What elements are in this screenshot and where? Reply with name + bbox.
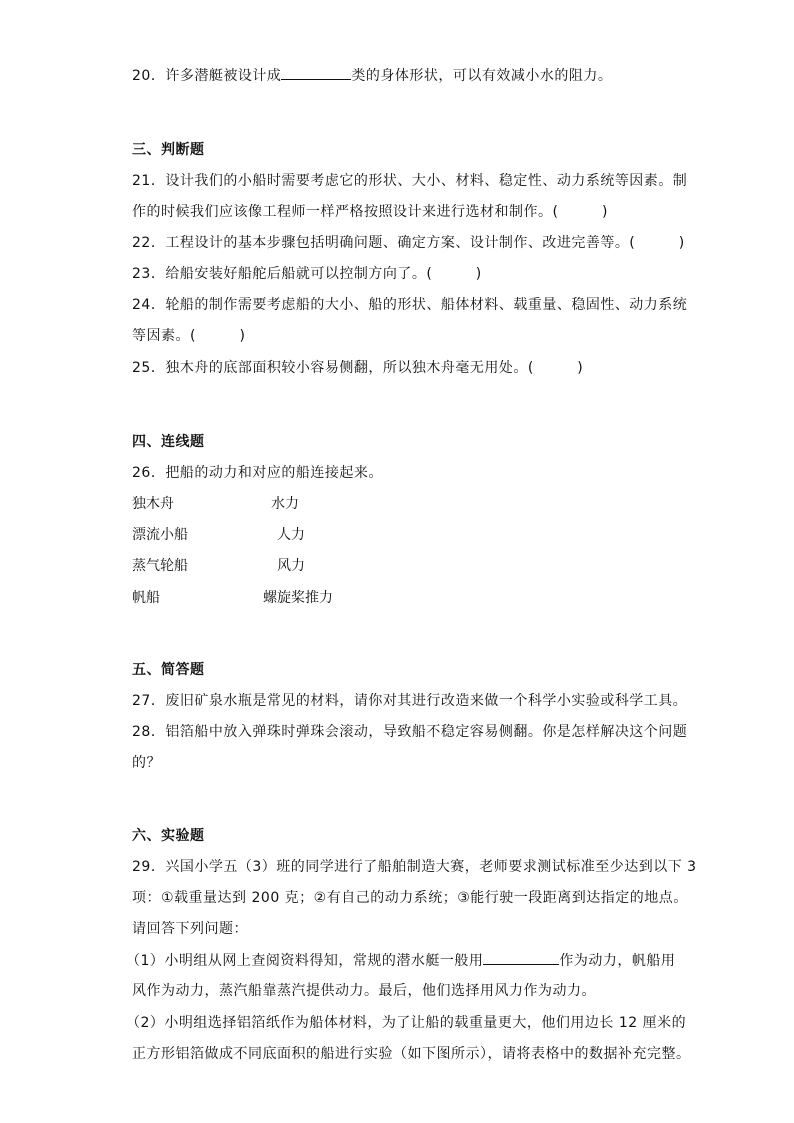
power-item[interactable]: 螺旋桨推力: [263, 590, 333, 606]
question-29-line-1: 29．兴国小学五（3）班的同学进行了船舶制造大赛，老师要求测试标准至少达到以下 3: [132, 859, 697, 875]
power-item[interactable]: 风力: [277, 558, 305, 574]
power-item[interactable]: 人力: [277, 527, 305, 543]
question-21-line-1: 21．设计我们的小船时需要考虑它的形状、大小、材料、稳定性、动力系统等因素。制: [132, 173, 688, 189]
question-24-line-1: 24．轮船的制作需要考虑船的大小、船的形状、船体材料、载重量、稳固性、动力系统: [132, 297, 688, 313]
section-6-title: 六、实验题: [132, 828, 205, 844]
question-24-line-2: 等因素。( ): [132, 328, 246, 344]
section-3-title: 三、判断题: [132, 142, 205, 158]
question-29-part-2-line-2: 正方形铝箔做成不同底面积的船进行实验（如下图所示），请将表格中的数据补充完整。: [132, 1046, 691, 1062]
question-29-line-3: 请回答下列问题：: [132, 921, 248, 937]
question-29-part-1: [126, 950, 675, 971]
q20-answer-blank[interactable]: [281, 65, 351, 80]
question-28-line-1: 28．铝箔船中放入弹珠时弹珠会滚动，导致船不稳定容易侧翻。你是怎样解决这个问题: [132, 724, 688, 740]
q20-text-after: 类的身体形状，可以有效减小水的阻力。: [351, 68, 613, 84]
question-22: 22．工程设计的基本步骤包括明确问题、确定方案、设计制作、改进完善等。( ): [132, 235, 685, 251]
boat-item[interactable]: 独木舟: [132, 496, 174, 512]
question-23: 23．给船安装好船舵后船就可以控制方向了。( ): [132, 266, 482, 282]
question-20: [132, 65, 612, 86]
question-26: 26．把船的动力和对应的船连接起来。: [132, 465, 383, 481]
q20-text-before: 20．许多潜艇被设计成: [132, 68, 282, 84]
question-27: 27．废旧矿泉水瓶是常见的材料，请你对其进行改造来做一个科学小实验或科学工具。: [132, 693, 688, 709]
question-25: 25．独木舟的底部面积较小容易侧翻，所以独木舟毫无用处。( ): [132, 360, 584, 376]
boat-item[interactable]: 帆船: [132, 590, 160, 606]
section-5-title: 五、简答题: [132, 662, 205, 678]
boat-item[interactable]: 漂流小船: [132, 527, 188, 543]
part-1-text-after: 作为动力，帆船用: [559, 953, 676, 969]
question-29-line-2: 项：①载重量达到 200 克；②有自己的动力系统；③能行驶一段距离到达指定的地点。: [132, 890, 688, 906]
section-4-title: 四、连线题: [132, 434, 205, 450]
question-29-part-2-line-1: （2）小明组选择铝箔纸作为船体材料，为了让船的载重量更大，他们用边长 12 厘米的: [126, 1015, 687, 1031]
question-21-line-2: 作的时候我们应该像工程师一样严格按照设计来进行选材和制作。( ): [132, 204, 608, 220]
part-1-text-before: （1）小明组从网上查阅资料得知，常规的潜水艇一般用: [126, 953, 484, 969]
power-item[interactable]: 水力: [271, 496, 299, 512]
part-1-answer-blank[interactable]: [483, 950, 559, 965]
question-29-part-1-line-2: 风作为动力，蒸汽船靠蒸汽提供动力。最后，他们选择用风力作为动力。: [132, 983, 596, 999]
question-28-line-2: 的？: [132, 755, 161, 771]
boat-item[interactable]: 蒸气轮船: [132, 558, 188, 574]
